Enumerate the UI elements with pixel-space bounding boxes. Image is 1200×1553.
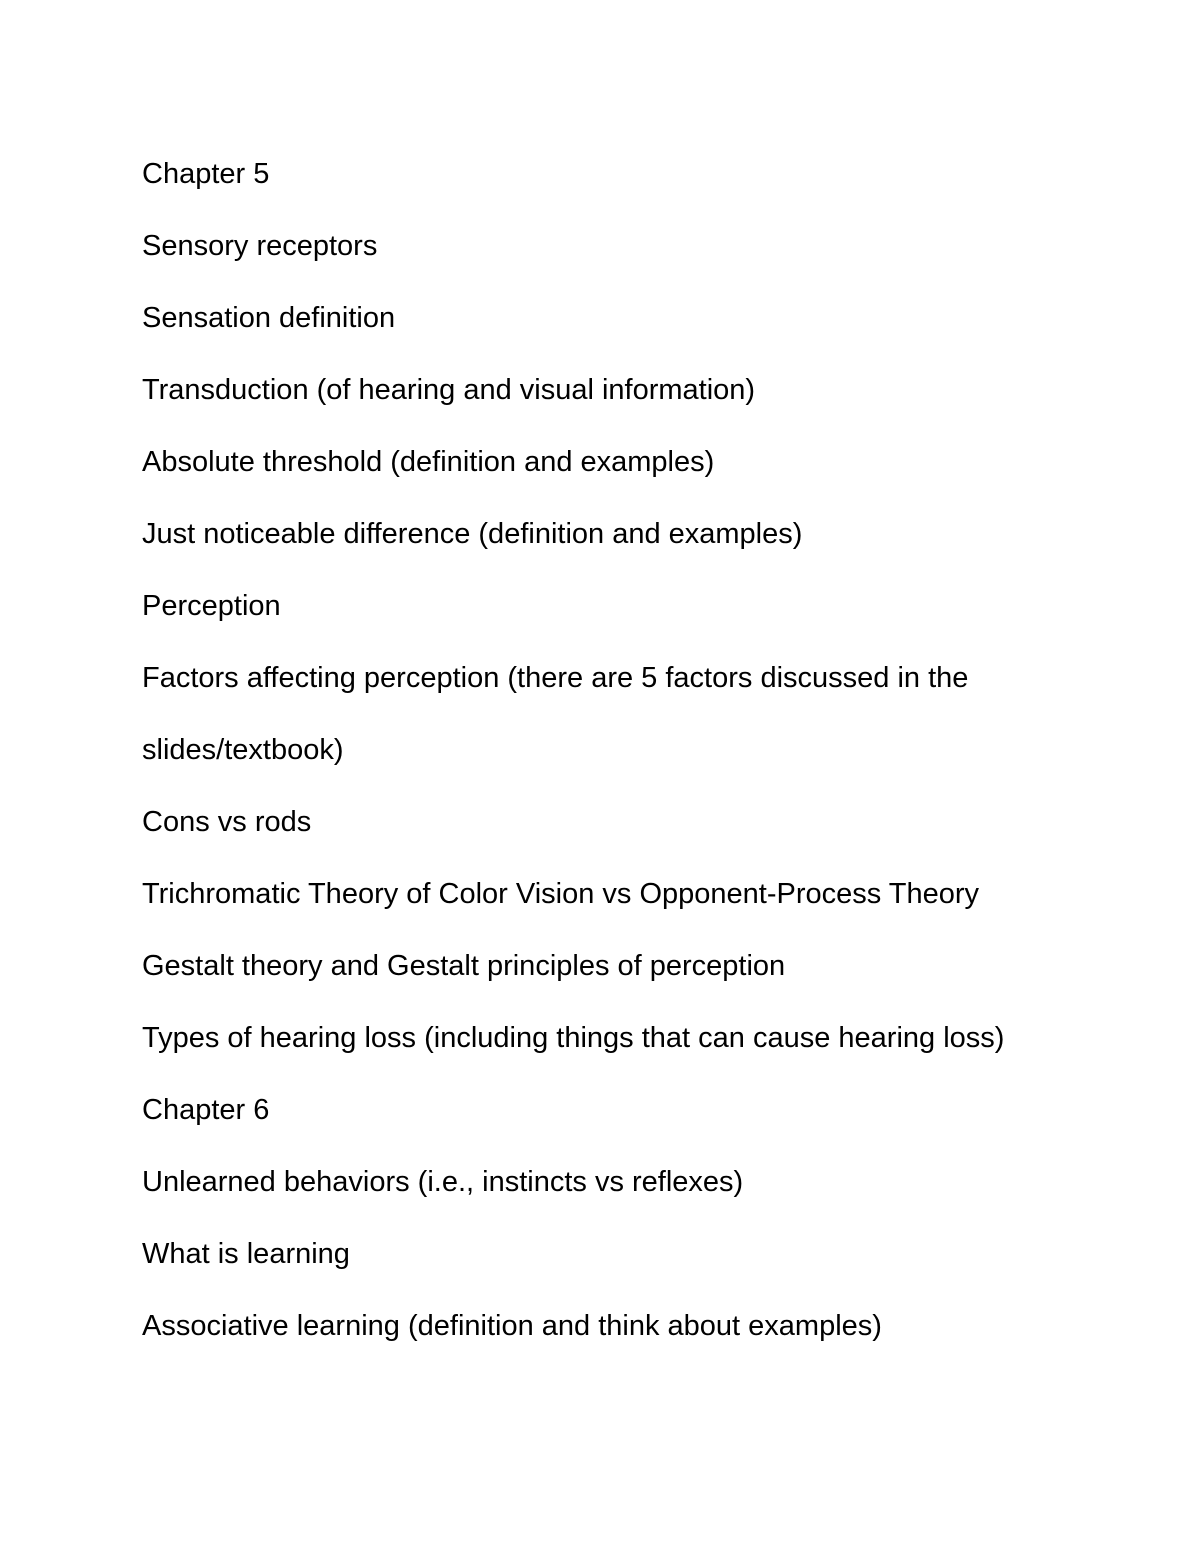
chapter-heading: Chapter 5 [142, 158, 270, 190]
chapter-heading: Chapter 6 [142, 1094, 270, 1126]
study-topic: Gestalt theory and Gestalt principles of perception [142, 950, 786, 982]
study-topic: Sensory receptors [142, 230, 378, 262]
study-topic: Transduction (of hearing and visual information) [142, 374, 756, 406]
study-topic: Cons vs rods [142, 806, 312, 838]
study-topic: Unlearned behaviors (i.e., instincts vs reflexes) [142, 1166, 744, 1198]
study-topic: Absolute threshold (definition and examples) [142, 446, 715, 478]
study-topic: What is learning [142, 1238, 350, 1270]
study-topic: Perception [142, 590, 281, 622]
study-topic: Associative learning (definition and think about examples) [142, 1310, 882, 1342]
study-topic: Just noticeable difference (definition and examples) [142, 518, 803, 550]
document-body [142, 138, 1072, 1362]
study-topic: Factors affecting perception (there are 5 factors discussed in the slides/textbook) [142, 662, 969, 766]
study-topic: Trichromatic Theory of Color Vision vs Opponent-Process Theory [142, 878, 980, 910]
study-topic: Sensation definition [142, 302, 396, 334]
study-topic: Types of hearing loss (including things that can cause hearing loss) [142, 1022, 1005, 1054]
